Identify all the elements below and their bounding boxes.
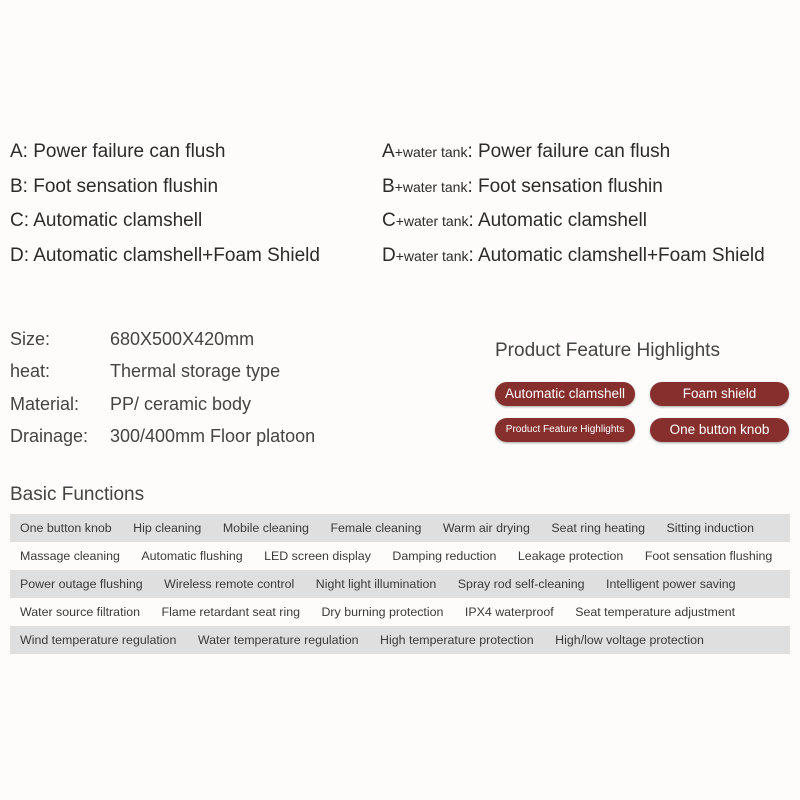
feature-item: Wireless remote control — [164, 577, 295, 591]
feature-item: Female cleaning — [330, 521, 422, 535]
model-a-label: A: Power failure can flush — [10, 141, 226, 162]
feature-item: Massage cleaning — [20, 549, 120, 563]
spec-value: Thermal storage type — [110, 361, 281, 382]
model-row-d — [10, 243, 800, 278]
feature-item: Seat ring heating — [551, 521, 646, 535]
highlight-pill-foam-shield: Foam shield — [650, 382, 789, 406]
feature-item: Leakage protection — [517, 549, 624, 563]
feature-item: Automatic flushing — [141, 549, 243, 563]
model-c-label: C: Automatic clamshell — [10, 210, 203, 231]
feature-row — [10, 570, 790, 598]
feature-item: Intelligent power saving — [606, 577, 736, 591]
model-a-tank-label: A+water tank: Power failure can flush — [382, 141, 671, 162]
feature-item: Dry burning protection — [321, 605, 444, 619]
spec-key: Material: — [10, 393, 80, 414]
feature-item: Foot sensation flushing — [644, 549, 773, 563]
model-b-tank-label: B+water tank: Foot sensation flushin — [382, 175, 663, 197]
spec-key: heat: — [10, 361, 51, 382]
model-d-label: D: Automatic clamshell+Foam Shield — [10, 244, 320, 266]
feature-item: Mobile cleaning — [222, 521, 309, 535]
feature-row — [10, 626, 790, 654]
feature-item: Water temperature regulation — [197, 633, 359, 647]
feature-item: Wind temperature regulation — [20, 633, 177, 647]
feature-item: High/low voltage protection — [555, 633, 704, 647]
feature-item: Hip cleaning — [133, 521, 202, 535]
basic-functions-table — [10, 514, 790, 654]
feature-item: Warm air drying — [442, 521, 530, 535]
model-row-c — [10, 208, 800, 243]
highlight-pill-automatic-clamshell: Automatic clamshell — [495, 382, 635, 406]
spec-key: Size: — [10, 329, 51, 349]
model-row-b — [10, 174, 800, 209]
feature-item: One button knob — [20, 521, 112, 535]
highlight-pill-one-button-knob: One button knob — [650, 418, 789, 442]
feature-item: Damping reduction — [392, 549, 497, 563]
feature-item: IPX4 waterproof — [464, 605, 554, 619]
feature-row — [10, 514, 790, 542]
spec-value: 680X500X420mm — [110, 329, 255, 349]
model-b-label: B: Foot sensation flushin — [10, 175, 219, 197]
spec-value: PP/ ceramic body — [110, 393, 252, 414]
spec-key: Drainage: — [10, 425, 89, 446]
feature-highlights — [495, 338, 795, 437]
feature-item: Night light illumination — [315, 577, 437, 591]
spec-value: 300/400mm Floor platoon — [110, 425, 316, 446]
feature-item: Flame retardant seat ring — [161, 605, 300, 619]
model-c-tank-label: C+water tank: Automatic clamshell — [382, 210, 647, 231]
highlights-title: Product Feature Highlights — [495, 340, 720, 361]
model-d-tank-label: D+water tank: Automatic clamshell+Foam Shield — [382, 244, 765, 266]
basic-functions-title: Basic Functions — [10, 484, 145, 505]
feature-item: Seat temperature adjustment — [575, 605, 736, 619]
feature-row — [10, 598, 790, 626]
feature-item: Power outage flushing — [20, 577, 143, 591]
feature-item: LED screen display — [264, 549, 371, 563]
feature-item: Spray rod self-cleaning — [457, 577, 585, 591]
feature-item: Sitting induction — [666, 521, 755, 535]
feature-item: High temperature protection — [380, 633, 534, 647]
model-row-a — [10, 139, 800, 174]
model-variants — [10, 139, 800, 277]
feature-row — [10, 542, 790, 570]
feature-item: Water source filtration — [20, 605, 141, 619]
highlight-pill-product-feature-highlights: Product Feature Highlights — [495, 418, 635, 442]
